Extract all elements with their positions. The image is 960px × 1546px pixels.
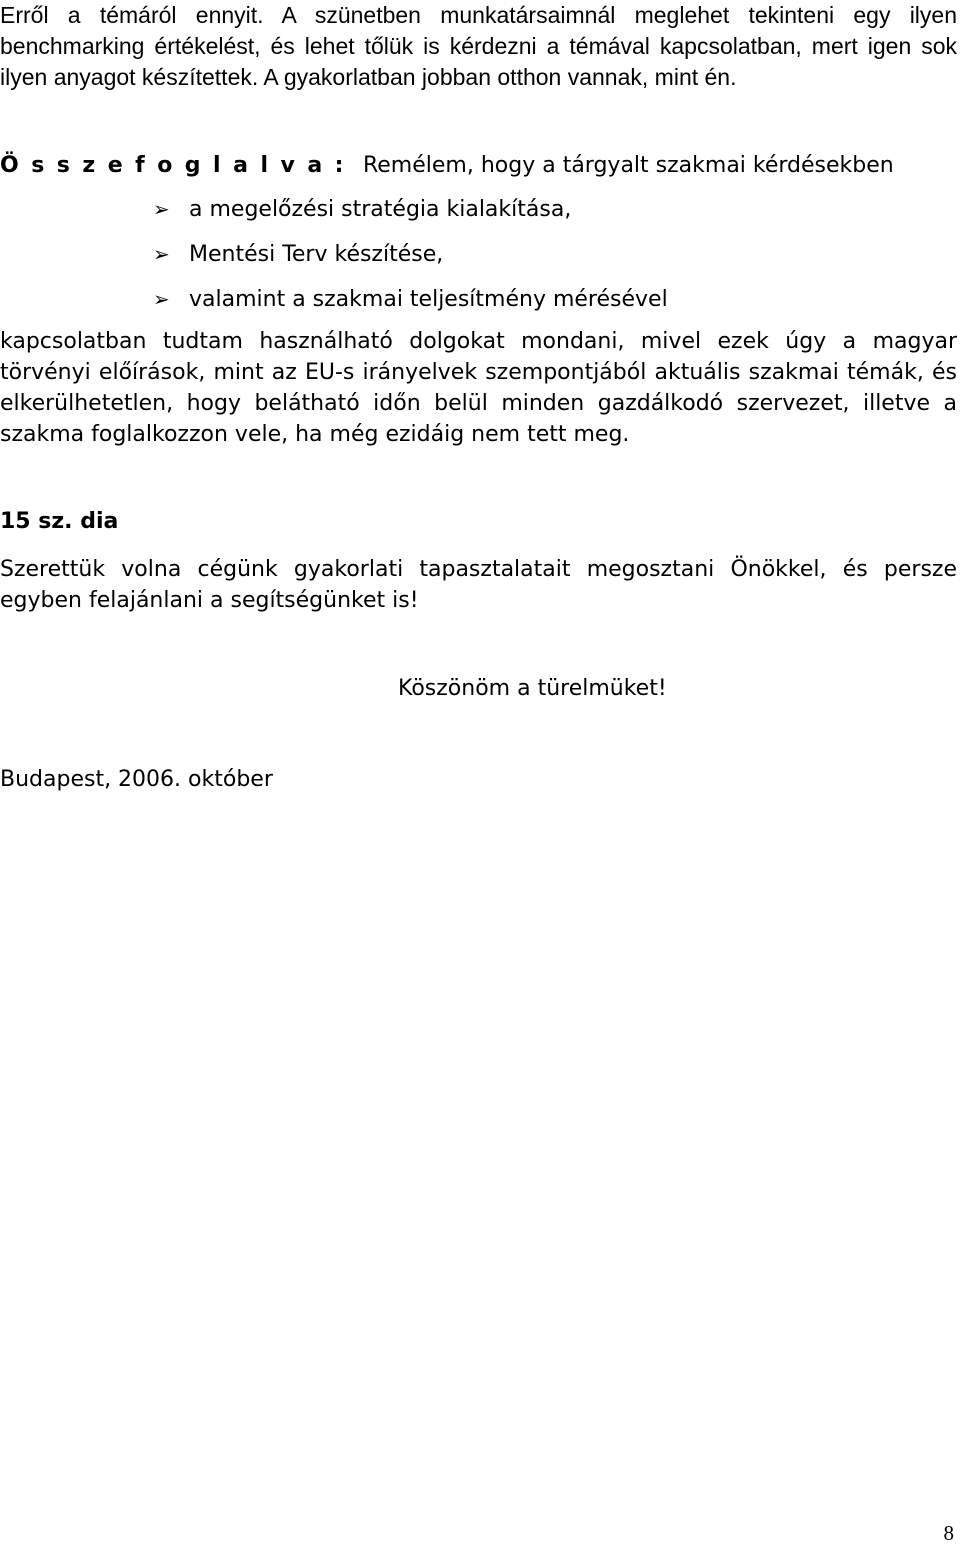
arrow-bullet-icon: ➢: [153, 197, 170, 221]
summary-line: [0, 150, 960, 181]
bullet-item: [153, 239, 668, 284]
bullet-text: valamint a szakmai teljesítmény mérésével: [189, 287, 668, 312]
page-number: 8: [943, 1521, 954, 1545]
closing-paragraph: Szerettük volna cégünk gyakorlati tapasztalatait megosztani Önökkel, és persze egyben felajánlani a segítségünket is!: [0, 557, 957, 613]
summary-bullet-list: [153, 194, 668, 329]
thanks-line: Köszönöm a türelmüket!: [398, 676, 667, 701]
intro-paragraph: Erről a témáról ennyit. A szünetben munkatársaimnál meglehet tekinteni egy ilyen benchmarking értékelést, és lehet tőlük is kérdezni a témával kapcsolatban, mert igen sok ilyen anyagot készítettek. A gyakorlatban jobban otthon vannak, mint én.: [0, 2, 957, 90]
summary-label: Összefoglalva:: [0, 153, 356, 178]
arrow-bullet-icon: ➢: [153, 287, 170, 311]
bullet-item: [153, 194, 668, 239]
bullet-item: [153, 284, 668, 329]
arrow-bullet-icon: ➢: [153, 242, 170, 266]
slide-heading: 15 sz. dia: [0, 509, 119, 534]
bullet-text: a megelőzési stratégia kialakítása,: [189, 197, 572, 222]
summary-continuation: kapcsolatban tudtam használható dolgokat mondani, mivel ezek úgy a magyar törvényi előírások, mint az EU-s irányelvek szempontjából aktuális szakmai témák, és elkerülhetetlen, hogy belátható időn belül minden gazdálkodó szervezet, illetve a szakma foglalkozzon vele, ha még ezidáig nem tett meg.: [0, 329, 957, 447]
place-date: Budapest, 2006. október: [0, 767, 273, 792]
bullet-text: Mentési Terv készítése,: [189, 242, 444, 267]
summary-text: Remélem, hogy a tárgyalt szakmai kérdésekben: [362, 153, 894, 178]
